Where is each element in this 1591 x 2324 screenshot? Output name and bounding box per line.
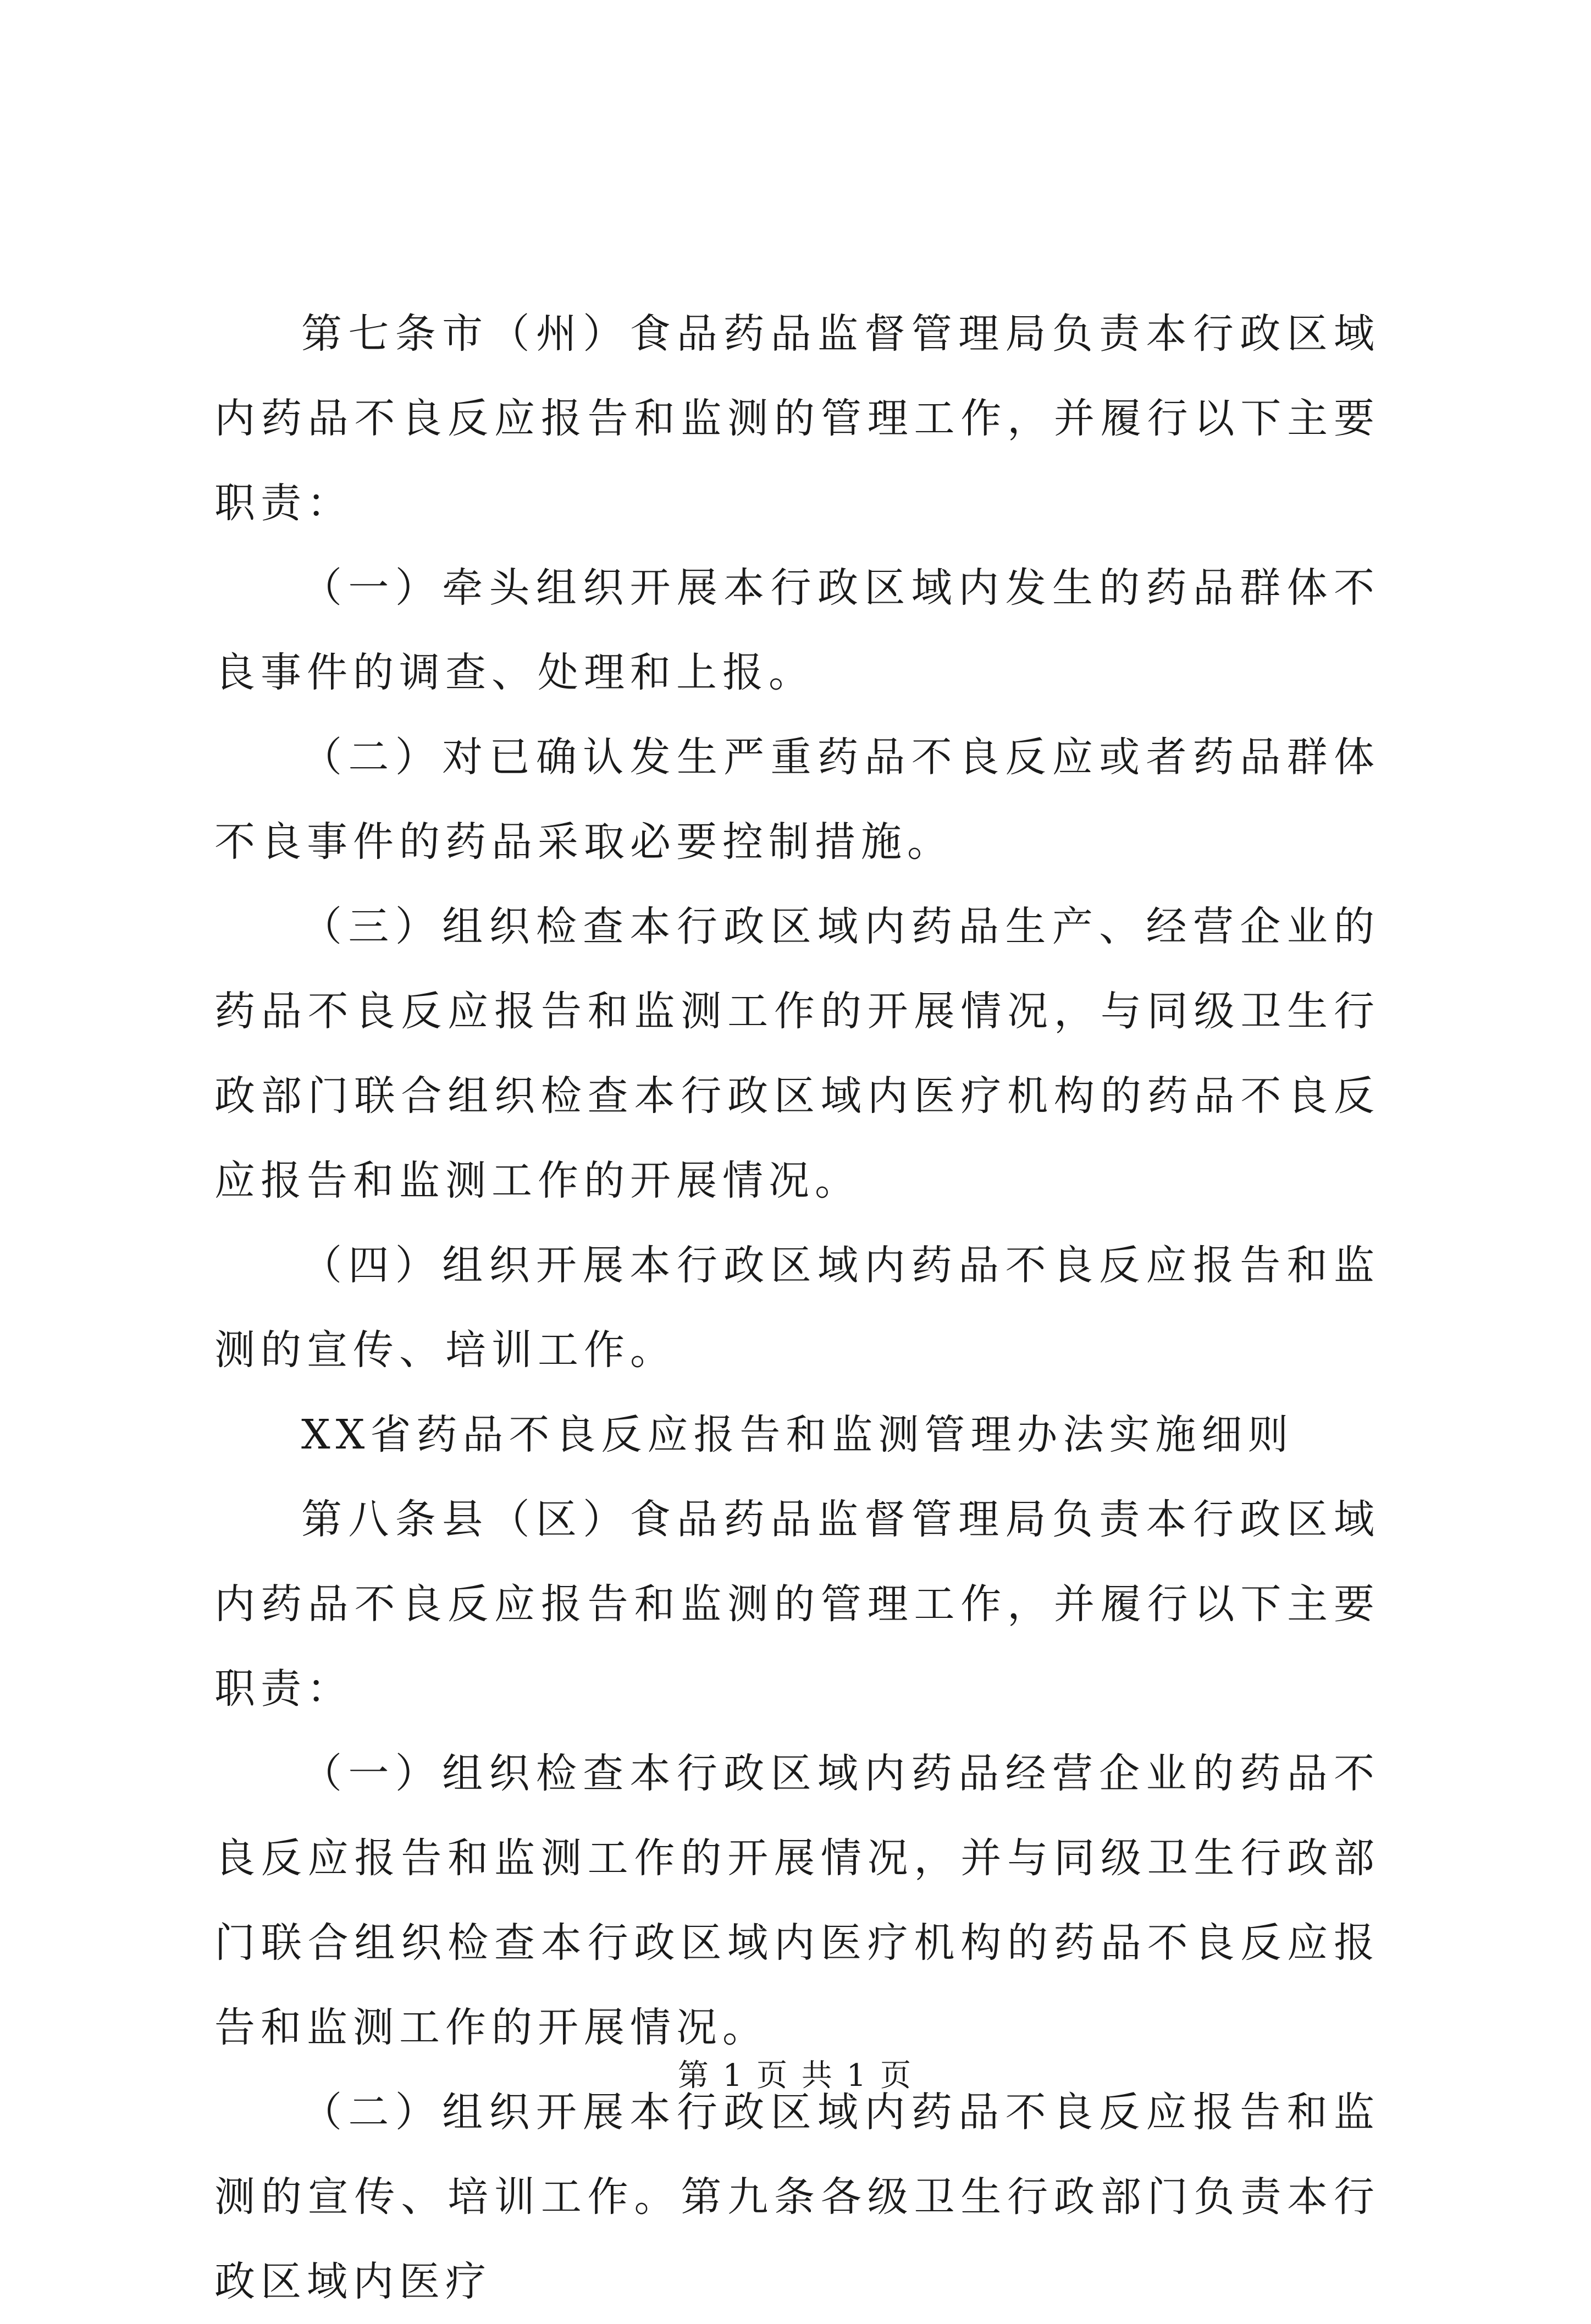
document-title-line: XX省药品不良反应报告和监测管理办法实施细则 — [301, 1411, 1294, 1458]
page-number-footer: 第 1 页 共 1 页 — [677, 2058, 914, 2094]
paragraph-article-8-item-1: （一）组织检查本行政区域内药品经营企业的药品不良反应报告和监测工作的开展情况，并与同级卫生行政部门联合组织检查本行政区域内医疗机构的药品不良反应报告和监测工作的开展情况。 — [214, 1750, 1380, 2051]
paragraph-article-7-item-1: （一）牵头组织开展本行政区域内发生的药品群体不良事件的调查、处理和上报。 — [214, 564, 1380, 696]
document-body — [214, 291, 1380, 2324]
paragraph-article-8-item-2: （二）组织开展本行政区域内药品不良反应报告和监测的宣传、培训工作。第九条各级卫生行政部门负责本行政区域内医疗 — [214, 2089, 1380, 2305]
paragraph-article-8: 第八条县（区）食品药品监督管理局负责本行政区域内药品不良反应报告和监测的管理工作，并履行以下主要职责： — [214, 1496, 1380, 1712]
paragraph-article-7-item-3: （三）组织检查本行政区域内药品生产、经营企业的药品不良反应报告和监测工作的开展情况，与同级卫生行政部门联合组织检查本行政区域内医疗机构的药品不良反应报告和监测工作的开展情况。 — [214, 903, 1380, 1204]
paragraph-article-7-item-2: （二）对已确认发生严重药品不良反应或者药品群体不良事件的药品采取必要控制措施。 — [214, 734, 1380, 866]
paragraph-article-7: 第七条市（州）食品药品监督管理局负责本行政区域内药品不良反应报告和监测的管理工作，并履行以下主要职责： — [214, 310, 1380, 527]
paragraph-article-7-item-4: （四）组织开展本行政区域内药品不良反应报告和监测的宣传、培训工作。 — [214, 1242, 1380, 1374]
